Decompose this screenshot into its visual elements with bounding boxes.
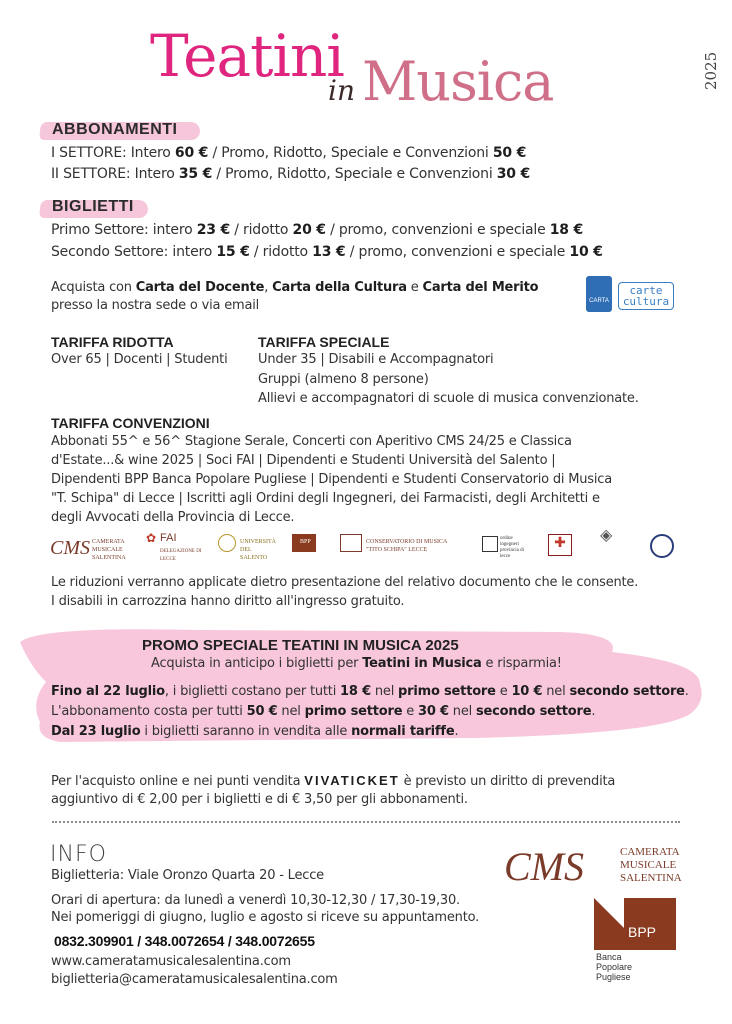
- unisalento-logo: UNIVERSITÀ DEL SALENTO: [218, 532, 280, 562]
- info-orari-2: Nei pomeriggi di giugno, luglio e agosto si riceve su appuntamento.: [51, 910, 480, 925]
- convenzioni-line-5: degli Avvocati della Provincia di Lecce.: [51, 510, 295, 525]
- carte-cultura-icon: carte cultura: [618, 282, 674, 310]
- cross-icon: ✚: [548, 534, 572, 556]
- cms-large-mark-icon: [504, 844, 614, 888]
- cms-logo-large: CMS CAMERATA MUSICALE SALENTINA: [504, 844, 682, 888]
- abbonamenti-line-1: I SETTORE: Intero 60 € / Promo, Ridotto, Speciale e Convenzioni 50 €: [51, 145, 527, 161]
- convenzioni-line-4: "T. Schipa" di Lecce | Iscritti agli Ordini degli Ingegneri, dei Farmacisti, degli Architetti e: [51, 491, 600, 506]
- info-orari-1: Orari di apertura: da lunedì a venerdì 10,30-12,30 / 17,30-19,30.: [51, 893, 460, 908]
- title-teatini: Teatini: [150, 22, 344, 90]
- conservatorio-emblem-icon: [340, 534, 362, 552]
- ingegneri-mark-icon: [482, 536, 498, 552]
- abbonamenti-line-2: II SETTORE: Intero 35 € / Promo, Ridotto, Speciale e Convenzioni 30 €: [51, 166, 531, 182]
- page-title: [150, 22, 720, 117]
- info-email-link[interactable]: biglietteria@cameratamusicalesalentina.com: [51, 972, 338, 987]
- tariffa-ridotta-text: Over 65 | Docenti | Studenti: [51, 352, 228, 367]
- promo-title: PROMO SPECIALE TEATINI IN MUSICA 2025: [142, 637, 459, 654]
- riduzioni-line-1: Le riduzioni verranno applicate dietro presentazione del relativo documento che le consente.: [51, 575, 639, 590]
- cms-mark-icon: [50, 534, 90, 560]
- carte-line-2: presso la nostra sede o via email: [51, 298, 260, 313]
- vivaticket-brand: VIVATICKET: [304, 773, 400, 788]
- tariffa-speciale-heading: TARIFFA SPECIALE: [258, 334, 390, 350]
- convenzioni-line-1: Abbonati 55^ e 56^ Stagione Serale, Concerti con Aperitivo CMS 24/25 e Classica: [51, 434, 572, 449]
- info-website-link[interactable]: www.cameratamusicalesalentina.com: [51, 954, 291, 969]
- biglietti-heading: BIGLIETTI: [52, 198, 134, 215]
- carta-docente-icon: CARTA: [586, 276, 612, 312]
- cms-logo-small: CMS CAMERATA MUSICALE SALENTINA: [50, 532, 132, 562]
- title-in: in: [328, 74, 355, 107]
- tariffa-convenzioni-heading: TARIFFA CONVENZIONI: [51, 415, 210, 431]
- fai-logo: ✿ FAI DELEGAZIONE DI LECCE: [146, 531, 202, 562]
- biglietti-line-2: Secondo Settore: intero 15 € / ridotto 13 € / promo, convenzioni e speciale 10 €: [51, 244, 603, 260]
- convenzioni-line-2: d'Estate...& wine 2025 | Soci FAI | Dipendenti e Studenti Università del Salento |: [51, 453, 556, 468]
- promo-line-1: Fino al 22 luglio, i biglietti costano per tutti 18 € nel primo settore e 10 € nel secondo settore.: [51, 684, 689, 699]
- info-heading: INFO: [50, 842, 107, 867]
- tariffa-ridotta-heading: TARIFFA RIDOTTA: [51, 334, 174, 350]
- promo-subtitle: Acquista in anticipo i biglietti per Teatini in Musica e risparmia!: [151, 656, 562, 671]
- unisalento-seal-icon: [218, 534, 236, 552]
- fai-flower-icon: ✿: [146, 531, 157, 545]
- carte-line-1: Acquista con Carta del Docente, Carta della Cultura e Carta del Merito: [51, 280, 539, 295]
- online-line-1: Per l'acquisto online e nei punti vendita VIVATICKET è previsto un diritto di prevendita: [51, 773, 616, 789]
- architetti-logo: [598, 527, 628, 562]
- svg-text:CMS: CMS: [50, 537, 90, 559]
- riduzioni-line-2: I disabili in carrozzina hanno diritto all'ingresso gratuito.: [51, 594, 405, 609]
- online-line-2: aggiuntivo di € 2,00 per i biglietti e di € 3,50 per gli abbonamenti.: [51, 792, 468, 807]
- tariffa-speciale-line-1: Under 35 | Disabili e Accompagnatori: [258, 352, 494, 367]
- divider: [52, 821, 680, 823]
- bpp-logo-large: BPP: [594, 898, 676, 950]
- svg-text:CMS: CMS: [504, 844, 584, 888]
- avvocati-seal-icon: [650, 534, 674, 558]
- bpp-logo-small: BPP: [292, 532, 322, 562]
- promo-line-3: Dal 23 luglio i biglietti saranno in vendita alle normali tariffe.: [51, 724, 459, 739]
- farmacisti-logo: [548, 532, 574, 562]
- avvocati-logo: [650, 532, 678, 562]
- title-musica: Musica: [362, 50, 554, 113]
- tariffa-speciale-line-3: Allievi e accompagnatori di scuole di musica convenzionate.: [258, 391, 639, 406]
- architetti-diamond-icon: ◈: [600, 527, 613, 544]
- conservatorio-logo: CONSERVATORIO DI MUSICA "TITO SCHIPA" LECCE: [340, 532, 464, 562]
- info-biglietteria: Biglietteria: Viale Oronzo Quarta 20 - Lecce: [51, 868, 324, 883]
- title-year: 2025: [702, 51, 720, 90]
- convenzioni-line-3: Dipendenti BPP Banca Popolare Pugliese | Dipendenti e Studenti Conservatorio di Musica: [51, 472, 612, 487]
- biglietti-line-1: Primo Settore: intero 23 € / ridotto 20 € / promo, convenzioni e speciale 18 €: [51, 222, 584, 238]
- info-phones[interactable]: 0832.309901 / 348.0072654 / 348.0072655: [54, 933, 315, 949]
- abbonamenti-heading: ABBONAMENTI: [52, 121, 178, 138]
- bpp-name: Banca Popolare Pugliese: [596, 952, 633, 982]
- promo-line-2: L'abbonamento costa per tutti 50 € nel primo settore e 30 € nel secondo settore.: [51, 704, 596, 719]
- ingegneri-logo: ordine ingegneri provincia di lecce: [482, 532, 532, 562]
- tariffa-speciale-line-2: Gruppi (almeno 8 persone): [258, 372, 429, 387]
